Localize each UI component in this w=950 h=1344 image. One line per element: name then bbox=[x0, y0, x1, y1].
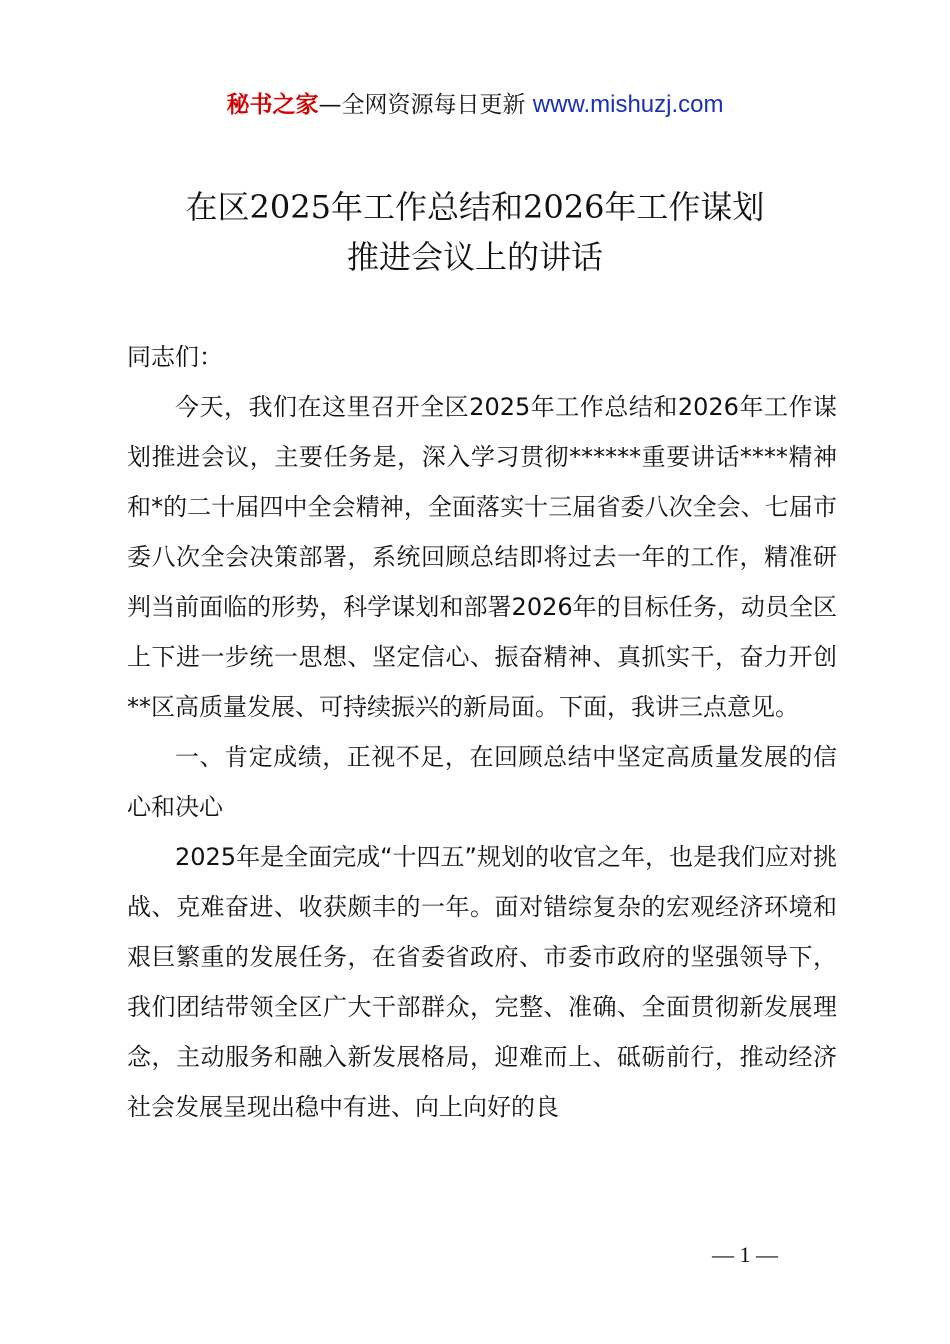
site-banner bbox=[0, 88, 950, 122]
document-body bbox=[127, 332, 837, 1132]
brand-name: 秘书之家 bbox=[226, 92, 319, 118]
title-line-2: 推进会议上的讲话 bbox=[346, 238, 603, 276]
document-title bbox=[0, 182, 950, 282]
banner-tagline: —全网资源每日更新 bbox=[318, 92, 526, 118]
paragraph-intro: 今天，我们在这里召开全区2025年工作总结和2026年工作谋划推进会议，主要任务是，深入学习贯彻******重要讲话****精神和*的二十届四中全会精神，全面落实十三届省委八次全会、七届市委八次全会决策部署，系统回顾总结即将过去一年的工作，精准研判当前面临的形势，科学谋划和部署2026年的目标任务，动员全区上下进一步统一思想、坚定信心、振奋精神、真抓实干，奋力开创**区高质量发展、可持续振兴的新局面。下面，我讲三点意见。 bbox=[127, 393, 837, 721]
section-heading-1: 一、肯定成绩，正视不足，在回顾总结中坚定高质量发展的信心和决心 bbox=[127, 743, 837, 821]
page-number: — 1 — bbox=[712, 1242, 778, 1267]
salutation: 同志们： bbox=[127, 343, 223, 371]
site-url-link[interactable]: www.mishuzj.com bbox=[532, 91, 724, 118]
title-line-1: 在区2025年工作总结和2026年工作谋划 bbox=[185, 188, 765, 226]
paragraph-review: 2025年是全面完成“十四五”规划的收官之年，也是我们应对挑战、克难奋进、收获颇丰的一年。面对错综复杂的宏观经济环境和艰巨繁重的发展任务，在省委省政府、市委市政府的坚强领导下，我们团结带领全区广大干部群众，完整、准确、全面贯彻新发展理念，主动服务和融入新发展格局，迎难而上、砥砺前行，推动经济社会发展呈现出稳中有进、向上向好的良 bbox=[127, 843, 837, 1121]
